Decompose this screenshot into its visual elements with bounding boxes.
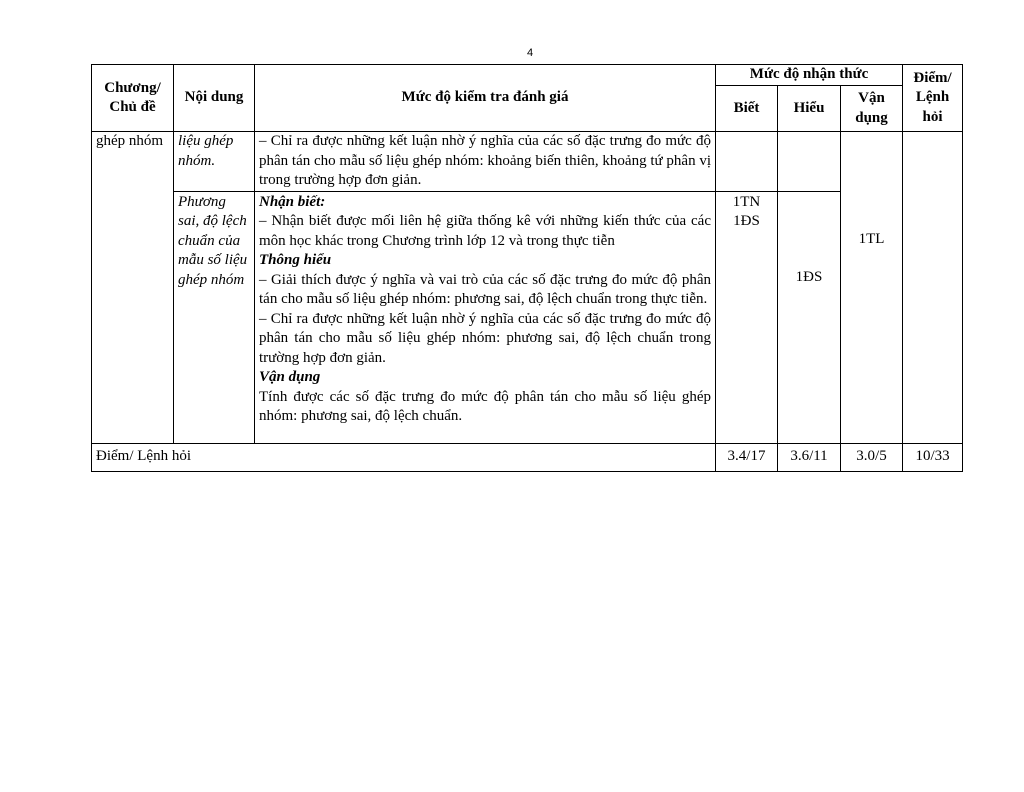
apply-value: 1TL bbox=[858, 231, 885, 247]
header-level-understand: Hiểu bbox=[778, 86, 841, 132]
know-value: 1ĐS bbox=[733, 213, 760, 229]
know-value: 1TN bbox=[732, 193, 761, 210]
header-content: Nội dung bbox=[174, 65, 255, 132]
understand-text-1: – Giải thích được ý nghĩa và vai trò của các số đặc trưng đo mức độ phân tán cho mẫu số liệu ghép nhóm: phương sai, độ lệch chuẩn trong thực tiễn. bbox=[259, 271, 711, 307]
row-know-cell bbox=[716, 191, 778, 443]
row-assessment-text bbox=[255, 191, 716, 443]
page-number: 4 bbox=[526, 47, 534, 59]
understand-value: 1ĐS bbox=[795, 268, 823, 285]
apply-text: Tính được các số đặc trưng đo mức độ phân tán cho mẫu số liệu ghép nhóm: phương sai, độ lệch chuẩn. bbox=[259, 388, 711, 424]
apply-title: Vận dụng bbox=[259, 369, 321, 385]
assessment-matrix-table bbox=[91, 64, 963, 472]
header-assessment: Mức độ kiểm tra đánh giá bbox=[255, 65, 716, 132]
row-score-cell bbox=[903, 132, 963, 444]
row-content: liệu ghép nhóm. bbox=[174, 132, 255, 192]
footer-row bbox=[92, 443, 963, 471]
row-know-cell bbox=[716, 132, 778, 192]
understand-title: Thông hiểu bbox=[259, 252, 332, 268]
footer-know: 3.4/17 bbox=[716, 443, 778, 471]
row-understand-cell bbox=[778, 132, 841, 192]
header-level-know: Biết bbox=[716, 86, 778, 132]
recognize-text: – Nhận biết được mối liên hệ giữa thống kê với những kiến thức của các môn học khác trong Chương trình lớp 12 và trong thực tiễn bbox=[259, 213, 711, 249]
header-cognitive-level: Mức độ nhận thức bbox=[716, 65, 903, 86]
row-assessment-text: – Chỉ ra được những kết luận nhờ ý nghĩa của các số đặc trưng đo mức độ phân tán cho mẫu số liệu ghép nhóm: khoảng biến thiên, khoảng tứ phân vị trong trường hợp đơn giản. bbox=[255, 132, 716, 192]
understand-text-2: – Chỉ ra được những kết luận nhờ ý nghĩa của các số đặc trưng đo mức độ phân tán cho mẫu số liệu ghép nhóm: phương sai, độ lệch chuẩn trong trường hợp đơn giản. bbox=[259, 310, 711, 366]
row-apply-cell bbox=[841, 132, 903, 444]
table-row bbox=[92, 191, 963, 443]
header-level-apply: Vận dụng bbox=[841, 86, 903, 132]
header-chapter: Chương/ Chủ đề bbox=[92, 65, 174, 132]
header-score: Điểm/ Lệnh hỏi bbox=[903, 65, 963, 132]
table-row bbox=[92, 132, 963, 192]
header-row-1 bbox=[92, 65, 963, 86]
footer-total: 10/33 bbox=[903, 443, 963, 471]
recognize-title: Nhận biết: bbox=[259, 193, 326, 210]
row-chapter: ghép nhóm bbox=[92, 132, 174, 444]
row-understand-cell bbox=[778, 191, 841, 443]
footer-understand: 3.6/11 bbox=[778, 443, 841, 471]
footer-apply: 3.0/5 bbox=[841, 443, 903, 471]
footer-label: Điểm/ Lệnh hỏi bbox=[92, 443, 716, 471]
row-content: Phương sai, độ lệch chuẩn của mẫu số liệu ghép nhóm bbox=[174, 191, 255, 443]
